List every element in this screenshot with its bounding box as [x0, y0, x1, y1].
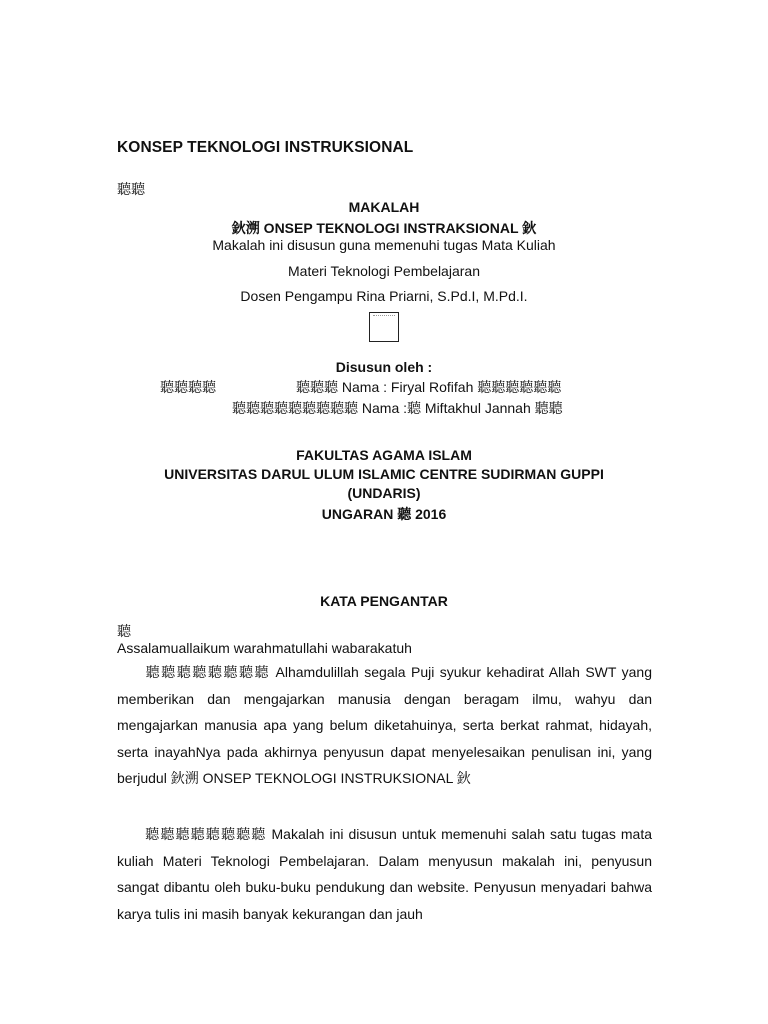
cover-subtitle: 鈥溯 ONSEP TEKNOLOGI INSTRAKSIONAL 鈥	[231, 220, 537, 236]
faculty-name: FAKULTAS AGAMA ISLAM	[296, 447, 472, 463]
foreword-paragraph-1	[117, 659, 652, 792]
document-heading: KONSEP TEKNOLOGI INSTRUKSIONAL	[117, 139, 414, 156]
foreword-title: KATA PENGANTAR	[320, 593, 448, 609]
foreword-glyph-line: 聽	[117, 623, 131, 639]
university-logo-placeholder	[369, 312, 399, 342]
cover-course: Materi Teknologi Pembelajaran	[288, 263, 480, 279]
foreword-paragraph-2-text: 聽聽聽聽聽聽聽聽 Makalah ini disusun untuk memenuhi salah satu tugas mata kuliah Materi Teknologi Pembelajaran. Dalam menyusun makalah ini, penyusun sangat dibantu oleh buku-buku pendukung dan website. Penyusun menyadari bahwa karya tulis ini masih banyak kekurangan dan jauh	[117, 826, 652, 922]
compiled-by-label: Disusun oleh :	[335, 359, 433, 375]
greeting-line: Assalamuallaikum warahmatullahi wabarakatuh	[117, 640, 412, 656]
cover-lecturer: Dosen Pengampu Rina Priarni, S.Pd.I, M.Pd.I.	[240, 288, 528, 304]
foreword-paragraph-2	[117, 821, 652, 927]
university-name: UNIVERSITAS DARUL ULUM ISLAMIC CENTRE SUDIRMAN GUPPI	[164, 466, 604, 482]
university-abbreviation: (UNDARIS)	[347, 485, 421, 501]
garbled-glyph-line: 聽聽	[117, 181, 145, 197]
cover-label: MAKALAH	[348, 199, 420, 215]
author2-line: 聽聽聽聽聽聽聽聽聽 Nama :聽 Miftakhul Jannah 聽聽	[232, 400, 563, 416]
author1-lead-glyphs: 聽聽聽聽	[160, 379, 216, 395]
foreword-paragraph-1-text: 聽聽聽聽聽聽聽聽 Alhamdulillah segala Puji syukur kehadirat Allah SWT yang memberikan dan mengajarkan manusia dengan beragam ilmu, wahyu dan mengajarkan manusia apa yang belum diketahuinya, serta berkat rahmat, hidayah, serta inayahNya pada akhirnya penyusun dapat menyelesaikan penulisan ini, yang berjudul 鈥溯 ONSEP TEKNOLOGI INSTRUKSIONAL 鈥	[117, 664, 652, 786]
author1-line: 聽聽聽 Nama : Firyal Rofifah 聽聽聽聽聽聽	[296, 379, 562, 395]
cover-purpose: Makalah ini disusun guna memenuhi tugas Mata Kuliah	[212, 237, 556, 253]
city-year: UNGARAN 聽 2016	[321, 506, 447, 522]
